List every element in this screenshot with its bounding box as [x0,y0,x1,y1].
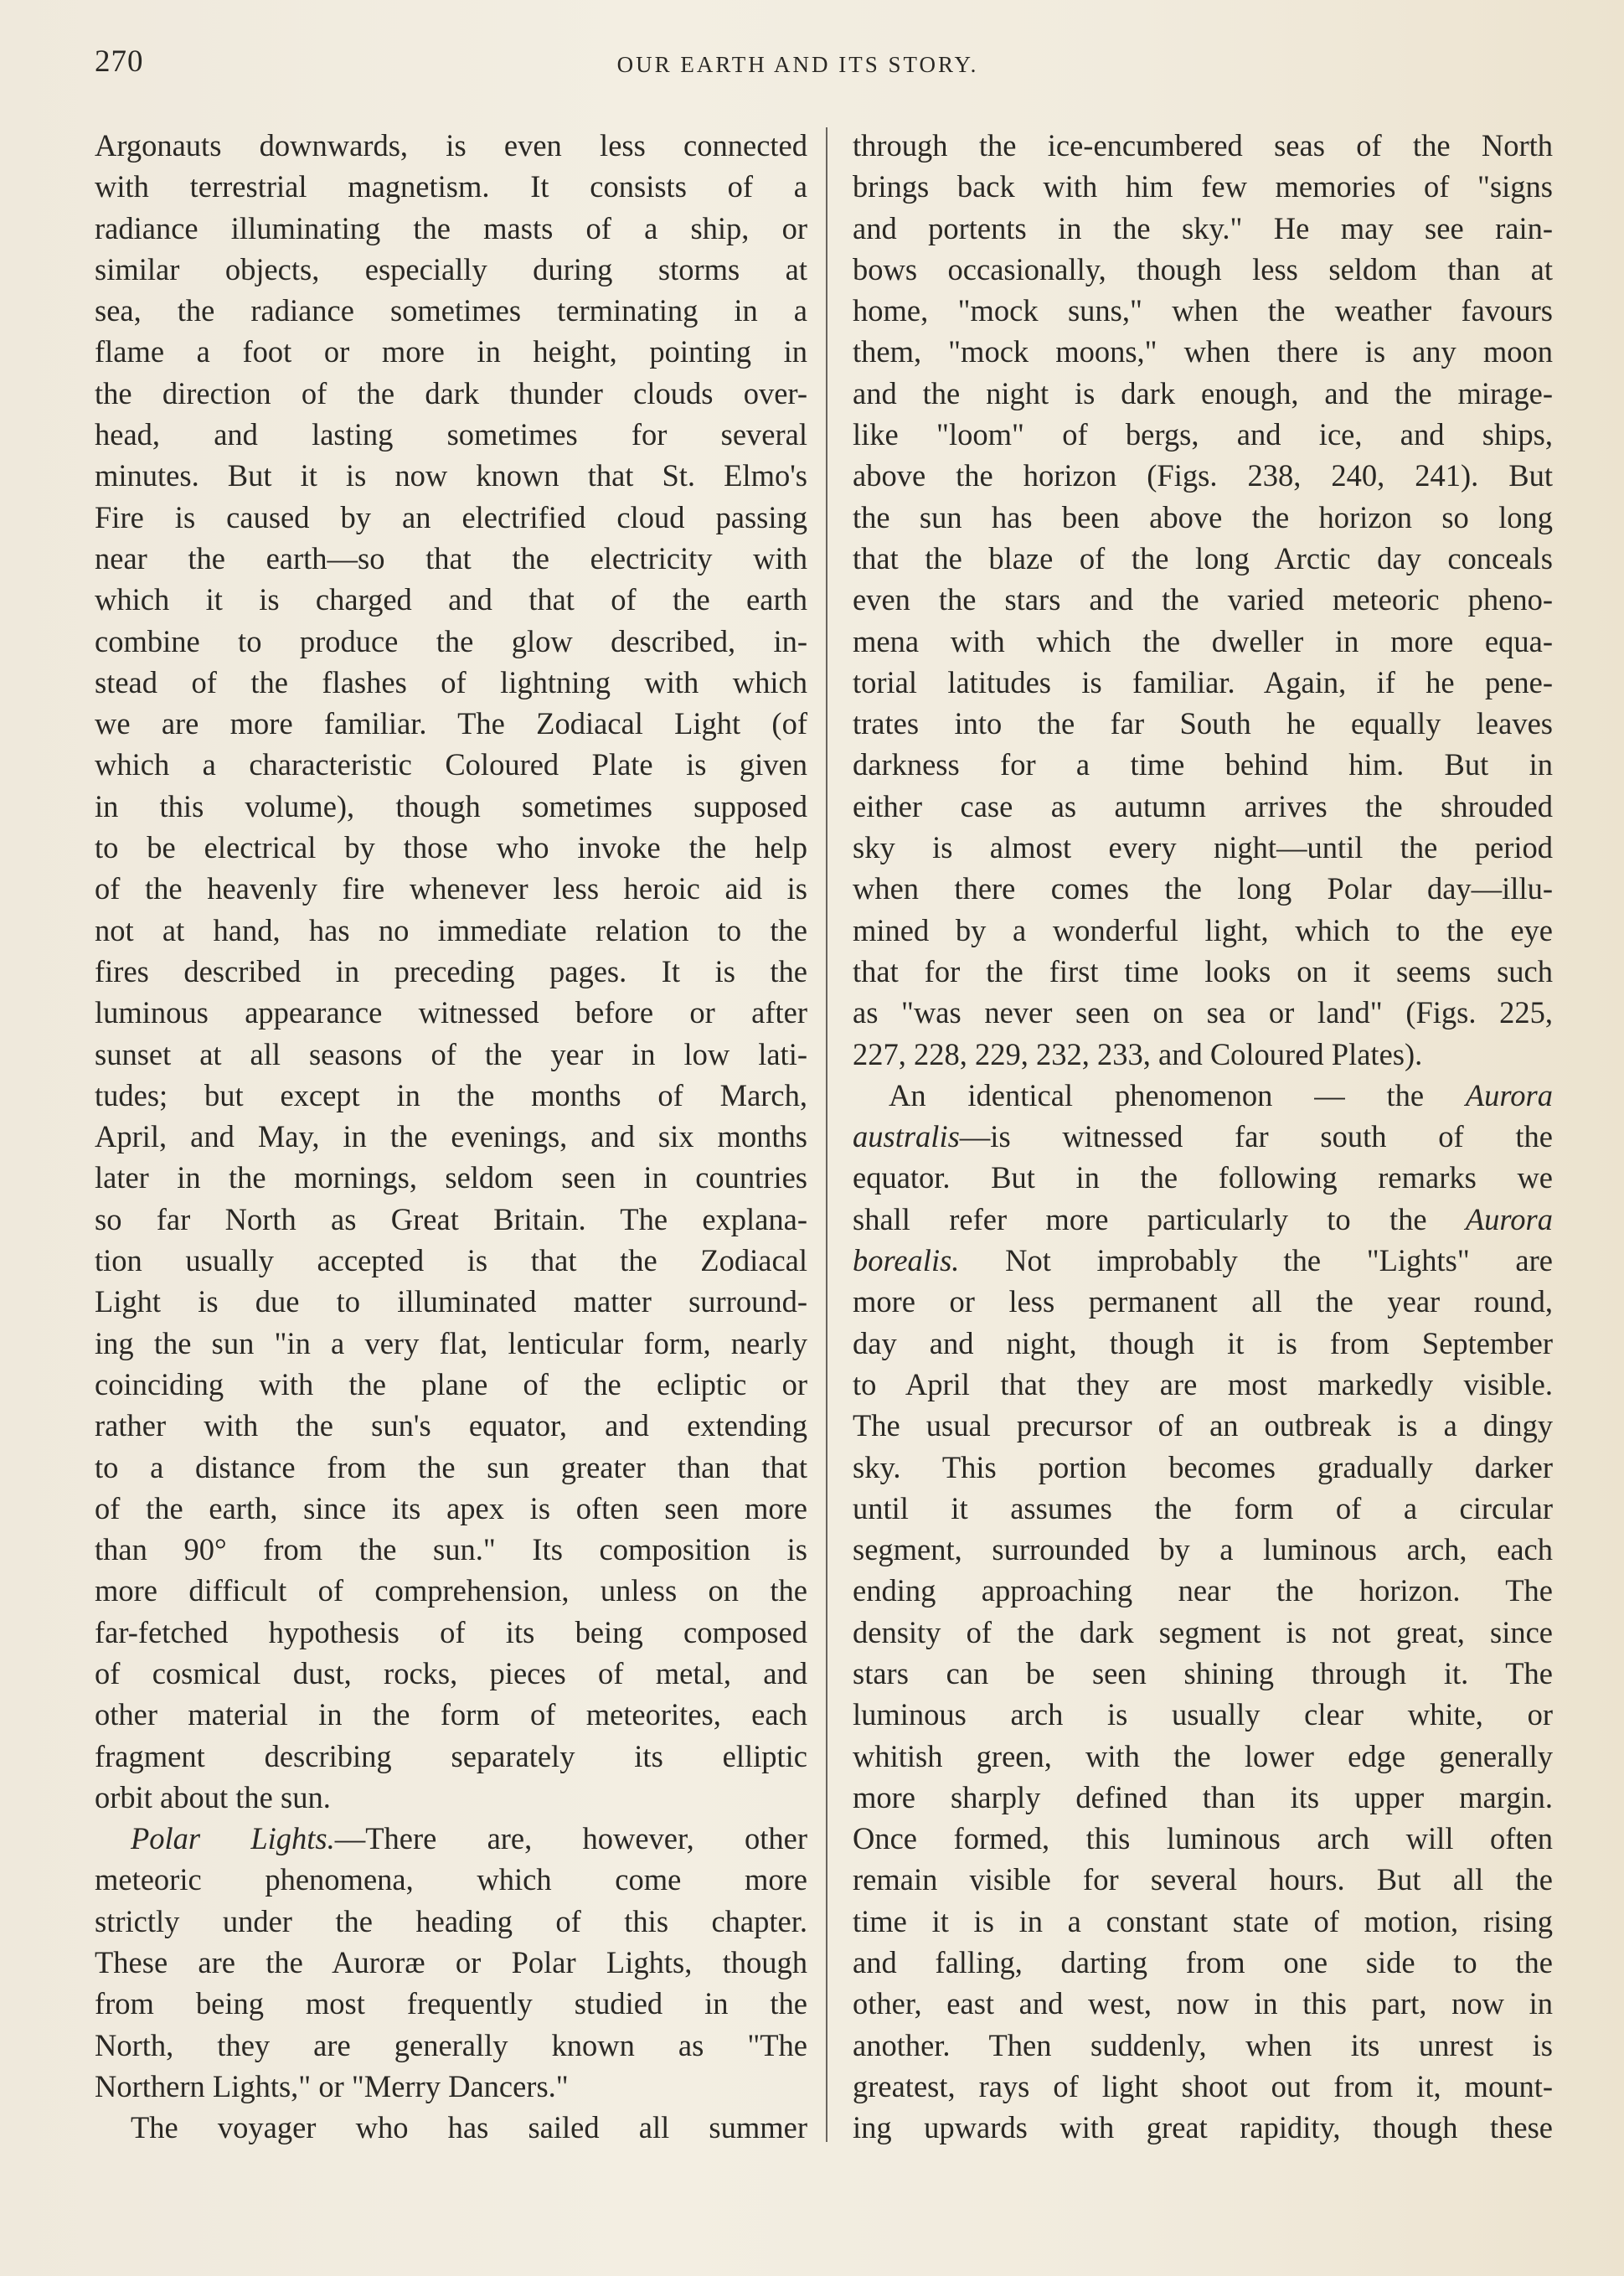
text-line: more sharply defined than its upper margin. [853,1779,1553,1814]
text-line: we are more familiar. The Zodiacal Light (of [95,706,807,741]
text-line: whitish green, with the lower edge generally [853,1738,1553,1773]
text-line: segment, surrounded by a luminous arch, each [853,1532,1553,1567]
text-line: stead of the flashes of lightning with which [95,664,807,699]
text-line: orbit about the sun. [95,1779,331,1814]
text-line: trates into the far South he equally leaves [853,706,1553,741]
text-line: time it is in a constant state of motion, rising [853,1903,1553,1938]
text-line: so far North as Great Britain. The explana- [95,1201,807,1236]
right-column [853,125,1553,2149]
text-line [853,1116,1553,1157]
text-line: to April that they are most markedly visible. [853,1366,1553,1401]
text-line: fragment describing separately its elliptic [95,1738,807,1773]
text-line: fires described in preceding pages. It is the [95,953,807,988]
text-line: sunset at all seasons of the year in low lati- [95,1036,807,1071]
text-line: luminous appearance witnessed before or after [95,995,807,1030]
borealis-term: borealis. [853,1243,960,1278]
text-line: ending approaching near the horizon. The [853,1573,1553,1608]
text-line: to be electrical by those who invoke the help [95,830,807,865]
text-line: which a characteristic Coloured Plate is given [95,747,807,782]
text-line: rather with the sun's equator, and extending [95,1408,807,1443]
text-line: near the earth—so that the electricity with [95,540,807,575]
text-line: equator. But in the following remarks we [853,1160,1553,1195]
text-line: them, "mock moons," when there is any moon [853,334,1553,369]
text-line: mined by a wonderful light, which to the eye [853,912,1553,947]
text-line: ing upwards with great rapidity, though these [853,2110,1553,2145]
text-line: of cosmical dust, rocks, pieces of metal, and [95,1655,807,1690]
text-line: similar objects, especially during storms at [95,251,807,286]
text-line: when there comes the long Polar day—illu- [853,871,1553,906]
text-line: like "loom" of bergs, and ice, and ships, [853,417,1553,452]
text-line: The voyager who has sailed all summer [131,2110,807,2145]
text-line: Argonauts downwards, is even less connected [95,128,807,163]
text-line: far-fetched hypothesis of its being composed [95,1614,807,1649]
text-line [853,1240,1553,1281]
text-line: greatest, rays of light shoot out from it, mount- [853,2068,1553,2103]
text-line: coinciding with the plane of the ecliptic or [95,1366,807,1401]
text-fragment: Not improbably the "Lights" are [959,1243,1553,1278]
text-line: tudes; but except in the months of March, [95,1077,807,1112]
text-line: home, "mock suns," when the weather favours [853,293,1553,328]
text-line: The usual precursor of an outbreak is a dingy [853,1408,1553,1443]
text-line: stars can be seen shining through it. The [853,1655,1553,1690]
text-line: bows occasionally, though less seldom than at [853,251,1553,286]
paragraph-polar-lights-first-line [95,1818,807,1859]
text-line [853,1199,1553,1240]
text-line: strictly under the heading of this chapter. [95,1903,807,1938]
text-fragment: —is witnessed far south of the [959,1119,1553,1154]
text-line: even the stars and the varied meteoric pheno- [853,582,1553,617]
text-line: mena with which the dweller in more equa- [853,623,1553,658]
text-line: sky. This portion becomes gradually darker [853,1449,1553,1484]
running-head-title: OUR EARTH AND ITS STORY. [616,52,979,77]
text-line: density of the dark segment is not great, since [853,1614,1553,1649]
aurora-term: Aurora [1465,1077,1553,1112]
text-line: ing the sun "in a very flat, lenticular form, nearly [95,1325,807,1360]
australis-term: australis [853,1119,960,1154]
text-fragment: —There are, however, other [334,1821,807,1856]
text-line: above the horizon (Figs. 238, 240, 241). But [853,458,1553,493]
left-column [95,125,807,2149]
aurora-term: Aurora [1465,1201,1553,1236]
text-line: and the night is dark enough, and the mirage- [853,375,1553,410]
text-line: than 90° from the sun." Its composition is [95,1532,807,1567]
text-line: more or less permanent all the year round, [853,1284,1553,1319]
text-line: with terrestrial magnetism. It consists of a [95,169,807,204]
text-line: not at hand, has no immediate relation to the [95,912,807,947]
text-line: through the ice-encumbered seas of the North [853,128,1553,163]
polar-lights-heading: Polar Lights. [131,1821,335,1856]
text-line: darkness for a time behind him. But in [853,747,1553,782]
text-line: of the heavenly fire whenever less heroic aid is [95,871,807,906]
text-line: day and night, though it is from September [853,1325,1553,1360]
text-line: more difficult of comprehension, unless on the [95,1573,807,1608]
text-line: other material in the form of meteorites, each [95,1697,807,1732]
text-line: Northern Lights," or "Merry Dancers." [95,2068,569,2103]
text-line: Fire is caused by an electrified cloud passing [95,499,807,534]
text-line: another. Then suddenly, when its unrest is [853,2027,1553,2062]
text-line: Once formed, this luminous arch will often [853,1821,1553,1856]
text-line: to a distance from the sun greater than that [95,1449,807,1484]
text-line: that the blaze of the long Arctic day conceals [853,540,1553,575]
text-line: Light is due to illuminated matter surround- [95,1284,807,1319]
text-line: North, they are generally known as "The [95,2027,807,2062]
text-line: tion usually accepted is that the Zodiacal [95,1243,807,1278]
text-line: sea, the radiance sometimes terminating in a [95,293,807,328]
text-line: and falling, darting from one side to the [853,1945,1553,1980]
text-line: torial latitudes is familiar. Again, if he pene- [853,664,1553,699]
text-line: as "was never seen on sea or land" (Figs. 225, [853,995,1553,1030]
text-line: meteoric phenomena, which come more [95,1862,807,1897]
text-line: luminous arch is usually clear white, or [853,1697,1553,1732]
text-line: minutes. But it is now known that St. Elmo's [95,458,807,493]
text-line: sky is almost every night—until the period [853,830,1553,865]
page-number: 270 [95,44,144,79]
text-line: the sun has been above the horizon so long [853,499,1553,534]
text-line: of the earth, since its apex is often seen more [95,1490,807,1525]
text-line: and portents in the sky." He may see rain- [853,210,1553,245]
text-line: in this volume), though sometimes supposed [95,788,807,823]
text-line: combine to produce the glow described, in- [95,623,807,658]
text-line: until it assumes the form of a circular [853,1490,1553,1525]
text-fragment: shall refer more particularly to the [853,1201,1427,1236]
text-line: radiance illuminating the masts of a ship, or [95,210,807,245]
text-line: flame a foot or more in height, pointing in [95,334,807,369]
text-line: other, east and west, now in this part, now in [853,1986,1553,2021]
text-line: the direction of the dark thunder clouds over- [95,375,807,410]
column-divider-rule [826,127,827,2142]
text-line: later in the mornings, seldom seen in countries [95,1160,807,1195]
text-line: which it is charged and that of the earth [95,582,807,617]
text-line: brings back with him few memories of "signs [853,169,1553,204]
text-fragment: An identical phenomenon — the [889,1077,1425,1112]
text-line: These are the Auroræ or Polar Lights, though [95,1945,807,1980]
text-line: remain visible for several hours. But all the [853,1862,1553,1897]
text-line: head, and lasting sometimes for several [95,417,807,452]
text-line: 227, 228, 229, 232, 233, and Coloured Plates). [853,1036,1423,1071]
text-line: that for the first time looks on it seems such [853,953,1553,988]
text-line: from being most frequently studied in the [95,1986,807,2021]
text-line: April, and May, in the evenings, and six months [95,1119,807,1154]
text-line: either case as autumn arrives the shrouded [853,788,1553,823]
paragraph-aurora-first-line [853,1075,1553,1116]
